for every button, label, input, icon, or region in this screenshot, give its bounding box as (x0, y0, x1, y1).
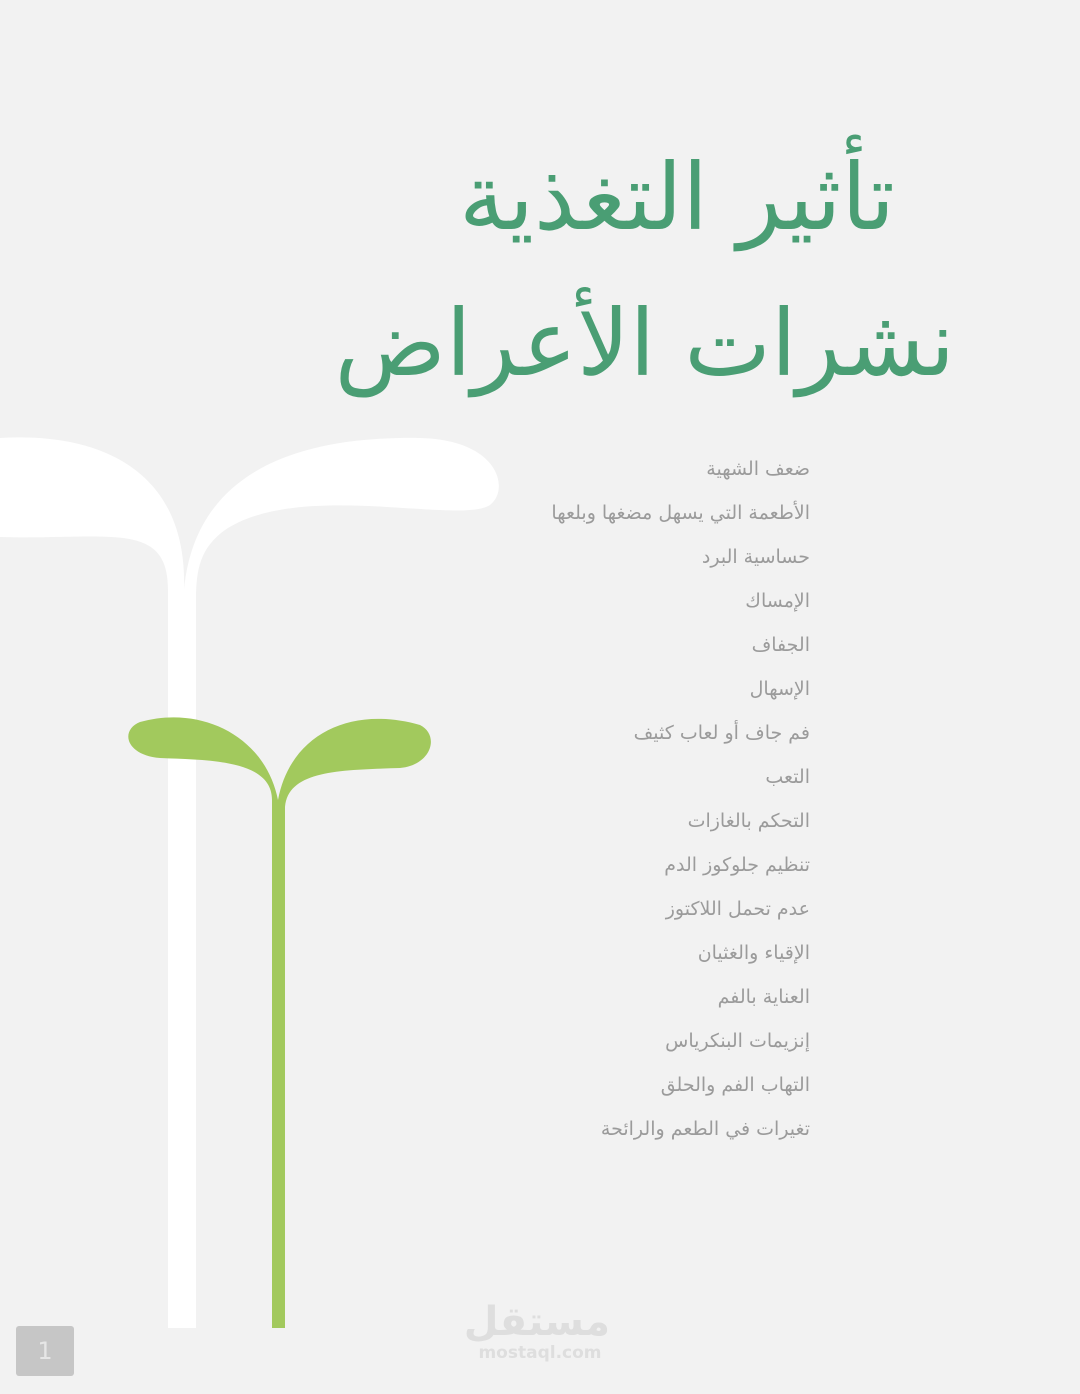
symptom-item: الإقياء والغثيان (697, 942, 810, 964)
white-sprout (0, 437, 499, 1328)
symptom-item: الإسهال (749, 678, 810, 700)
symptom-item: عدم تحمل اللاكتوز (665, 898, 810, 920)
title-line-2: نشرات الأعراض (334, 290, 955, 397)
symptom-item: ضعف الشهية (706, 458, 810, 480)
symptom-item: التعب (765, 766, 810, 788)
title-line-1: تأثير التغذية (459, 144, 895, 251)
watermark-arabic: مستقل (463, 1299, 610, 1345)
watermark-latin: mostaql.com (478, 1343, 602, 1363)
page-number-badge: 1 (16, 1326, 74, 1376)
symptom-item: الجفاف (751, 634, 810, 656)
symptom-item: التحكم بالغازات (687, 810, 810, 832)
symptom-list (540, 454, 810, 1158)
symptom-item: إنزيمات البنكرياس (665, 1030, 810, 1052)
watermark-logo (463, 1299, 610, 1363)
symptom-item: التهاب الفم والحلق (660, 1074, 810, 1096)
symptom-item: العناية بالفم (717, 986, 810, 1008)
symptom-item: حساسية البرد (701, 546, 810, 568)
symptom-item: تغيرات في الطعم والرائحة (600, 1118, 810, 1140)
symptom-item: تنظيم جلوكوز الدم (664, 854, 810, 876)
symptom-item: الأطعمة التي يسهل مضغها وبلعها (551, 502, 810, 524)
symptom-item: فم جاف أو لعاب كثيف (633, 722, 810, 744)
symptom-item: الإمساك (745, 590, 810, 612)
